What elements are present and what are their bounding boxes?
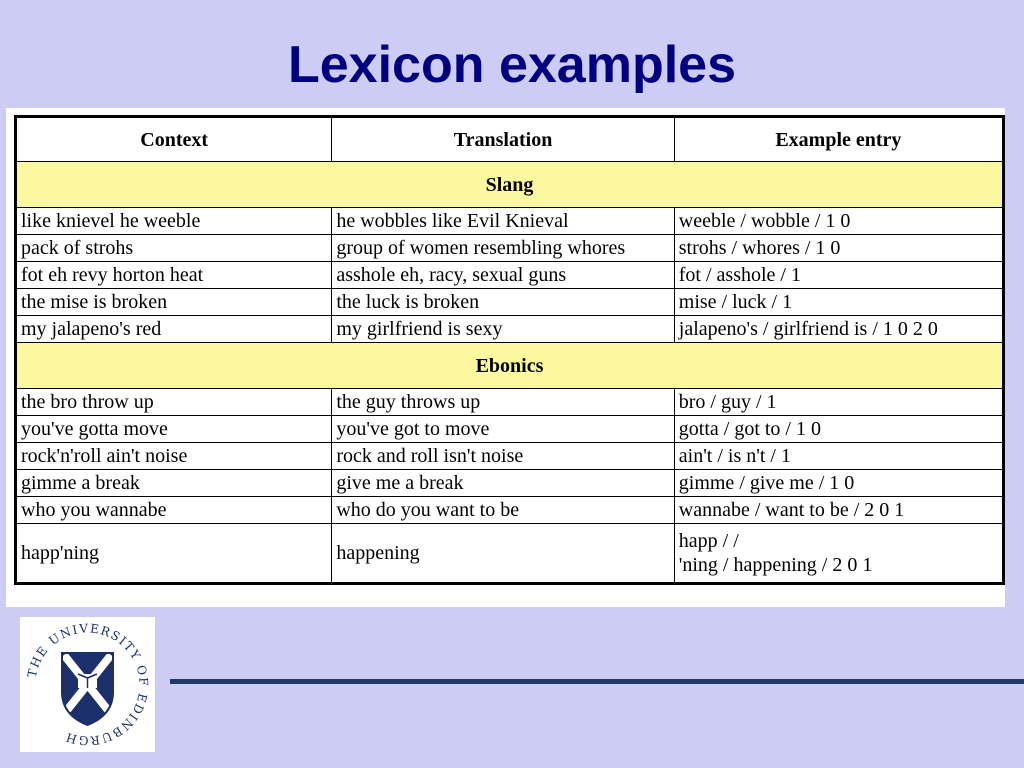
footer-rule xyxy=(170,679,1024,684)
table-panel xyxy=(6,108,1005,607)
column-header-translation: Translation xyxy=(332,117,674,162)
lexicon-table xyxy=(14,115,1005,585)
cell-context: who you wannabe xyxy=(16,497,332,524)
cell-example-entry: weeble / wobble / 1 0 xyxy=(674,208,1003,235)
column-header-example-entry: Example entry xyxy=(674,117,1003,162)
cell-context: fot eh revy horton heat xyxy=(16,262,332,289)
cell-example-entry: ain't / is n't / 1 xyxy=(674,443,1003,470)
entry-line-2: 'ning / happening / 2 0 1 xyxy=(678,554,873,576)
column-header-context: Context xyxy=(16,117,332,162)
cell-context: the bro throw up xyxy=(16,389,332,416)
cell-example-entry: wannabe / want to be / 2 0 1 xyxy=(674,497,1003,524)
cell-context: you've gotta move xyxy=(16,416,332,443)
cell-context: pack of strohs xyxy=(16,235,332,262)
table-row xyxy=(16,524,1004,584)
cell-translation: the luck is broken xyxy=(332,289,674,316)
edinburgh-crest-icon xyxy=(20,617,155,752)
cell-translation: group of women resembling whores xyxy=(332,235,674,262)
cell-translation: happening xyxy=(332,524,674,584)
table-row xyxy=(16,289,1004,316)
cell-translation: asshole eh, racy, sexual guns xyxy=(332,262,674,289)
cell-context: rock'n'roll ain't noise xyxy=(16,443,332,470)
university-logo xyxy=(20,617,155,752)
cell-context: the mise is broken xyxy=(16,289,332,316)
cell-translation: who do you want to be xyxy=(332,497,674,524)
section-label: Ebonics xyxy=(16,343,1004,389)
cell-context: happ'ning xyxy=(16,524,332,584)
cell-example-entry: bro / guy / 1 xyxy=(674,389,1003,416)
cell-translation: give me a break xyxy=(332,470,674,497)
table-row xyxy=(16,316,1004,343)
entry-line-1: happ / / xyxy=(678,530,739,552)
cell-context: my jalapeno's red xyxy=(16,316,332,343)
table-row xyxy=(16,235,1004,262)
cell-translation: he wobbles like Evil Knieval xyxy=(332,208,674,235)
cell-translation: my girlfriend is sexy xyxy=(332,316,674,343)
table-row xyxy=(16,416,1004,443)
table-row xyxy=(16,443,1004,470)
table-row xyxy=(16,208,1004,235)
cell-example-entry: mise / luck / 1 xyxy=(674,289,1003,316)
logo-text: THE UNIVERSITY OF EDINBURGH xyxy=(24,621,151,748)
section-label: Slang xyxy=(16,162,1004,208)
section-row xyxy=(16,162,1004,208)
cell-example-entry: jalapeno's / girlfriend is / 1 0 2 0 xyxy=(674,316,1003,343)
cell-translation: the guy throws up xyxy=(332,389,674,416)
section-row xyxy=(16,343,1004,389)
cell-example-entry: gimme / give me / 1 0 xyxy=(674,470,1003,497)
table-row xyxy=(16,470,1004,497)
table-row xyxy=(16,389,1004,416)
table-row xyxy=(16,262,1004,289)
cell-example-entry: gotta / got to / 1 0 xyxy=(674,416,1003,443)
cell-translation: you've got to move xyxy=(332,416,674,443)
cell-context: like knievel he weeble xyxy=(16,208,332,235)
cell-example-entry xyxy=(674,524,1003,584)
cell-example-entry: strohs / whores / 1 0 xyxy=(674,235,1003,262)
header-row xyxy=(16,117,1004,162)
slide-title: Lexicon examples xyxy=(288,36,736,94)
cell-context: gimme a break xyxy=(16,470,332,497)
cell-translation: rock and roll isn't noise xyxy=(332,443,674,470)
cell-example-entry: fot / asshole / 1 xyxy=(674,262,1003,289)
table-row xyxy=(16,497,1004,524)
